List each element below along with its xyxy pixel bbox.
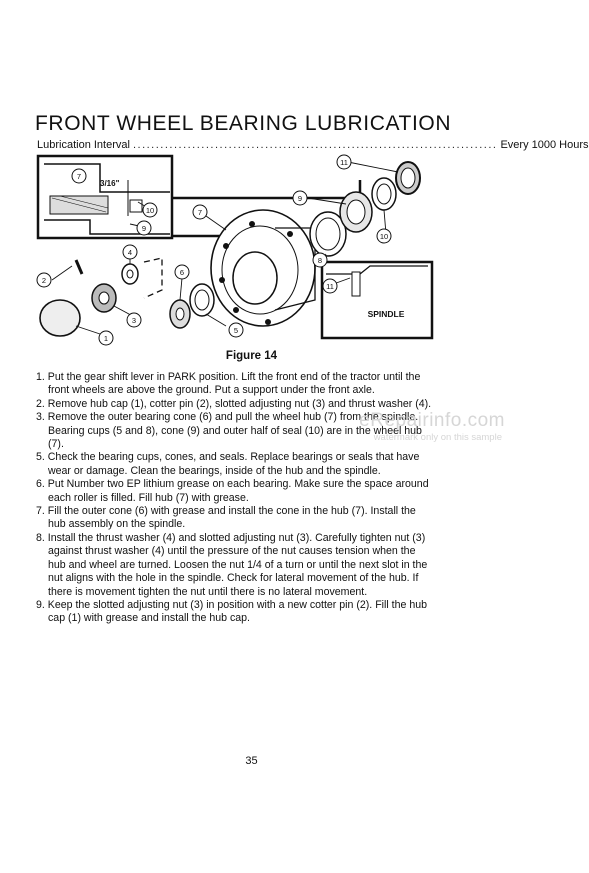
callout-9-inset: 9 bbox=[141, 224, 147, 233]
watermark-text: eRepairinfo.com bbox=[359, 410, 505, 431]
step-item: 5. Check the bearing cups, cones, and seals. Replace bearings or seals that have wear or damage. Clean the bearings, inside of the hub and the spindle. bbox=[36, 451, 420, 477]
callout-1: 1 bbox=[103, 334, 109, 343]
step-item: 6. Put Number two EP lithium grease on each bearing. Make sure the space around each roller is filled. Fill hub (7) with grease. bbox=[36, 478, 429, 504]
callout-6: 6 bbox=[179, 268, 185, 277]
page-number: 35 bbox=[245, 755, 258, 767]
figure-caption: Figure 14 bbox=[225, 350, 278, 362]
hub-cap bbox=[40, 300, 80, 336]
callout-11-spindle: 11 bbox=[326, 282, 334, 291]
callout-10: 10 bbox=[379, 232, 389, 241]
spindle-detail bbox=[322, 262, 432, 338]
slotted-adjusting-nut bbox=[92, 284, 116, 312]
step-item: 3. Remove the outer bearing cone (6) and pull the wheel hub (7) from the spindle. Bearing cups (5 and 8), cone (9) and outer half of seal (10) are in the wheel hub (7). bbox=[36, 411, 422, 451]
callout-8: 8 bbox=[317, 256, 323, 265]
callout-11: 11 bbox=[340, 158, 348, 167]
watermark-subtext: watermark only on this sample bbox=[373, 432, 502, 443]
callout-9: 9 bbox=[297, 194, 303, 203]
guide-line bbox=[144, 258, 162, 298]
leader-dots: ................................................................................ bbox=[132, 139, 498, 151]
spindle-label: SPINDLE bbox=[367, 309, 405, 319]
callout-7-inset: 7 bbox=[76, 172, 82, 181]
step-item: 7. Fill the outer cone (6) with grease and install the cone in the hub (7). Install the hub assembly on the spindle. bbox=[36, 505, 416, 531]
callout-4: 4 bbox=[127, 248, 133, 257]
procedure-steps bbox=[36, 371, 436, 626]
step-item: 9. Keep the slotted adjusting nut (3) in position with a new cotter pin (2). Fill the hub cap (1) with grease and install the hub cap. bbox=[36, 598, 428, 625]
measurement-label: 3/16" bbox=[100, 179, 120, 188]
callout-3: 3 bbox=[131, 316, 137, 325]
step-item: 2. Remove hub cap (1), cotter pin (2), slotted adjusting nut (3) and thrust washer (4). bbox=[36, 397, 432, 410]
interval-value: Every 1000 Hours bbox=[500, 139, 589, 151]
connector-line bbox=[172, 180, 360, 198]
callout-2: 2 bbox=[41, 276, 47, 285]
inset-detail bbox=[38, 156, 172, 238]
thrust-washer bbox=[122, 264, 138, 284]
wheel-hub bbox=[211, 210, 315, 326]
callout-10-inset: 10 bbox=[145, 206, 155, 215]
callout-5: 5 bbox=[233, 326, 239, 335]
page-title: FRONT WHEEL BEARING LUBRICATION bbox=[35, 112, 452, 135]
seal bbox=[372, 178, 396, 210]
bearing-cup-outer bbox=[190, 284, 214, 316]
bearing-exploded-diagram bbox=[30, 150, 440, 350]
step-item: 1. Put the gear shift lever in PARK position. Lift the front end of the tractor until the front wheels are above the ground. Put a support under the front axle. bbox=[36, 371, 421, 397]
bearing-cone bbox=[340, 192, 372, 232]
outer-bearing-cone bbox=[170, 300, 190, 328]
callout-7: 7 bbox=[197, 208, 203, 217]
interval-label: Lubrication Interval bbox=[37, 139, 130, 151]
outer-seal bbox=[396, 162, 420, 194]
cotter-pin bbox=[76, 260, 82, 274]
step-item: 8. Install the thrust washer (4) and slotted adjusting nut (3). Carefully tighten nut (3) against thrust washer (4) until the pressure of the nut causes tension when the hub and wheel are turned. Loosen the nut 1/4 of a turn or until the next slot in the nut aligns with the hole in the spindle. Check for lateral movement of the hub. If there is movement tighten the nut until there is no lateral movement. bbox=[36, 531, 428, 598]
